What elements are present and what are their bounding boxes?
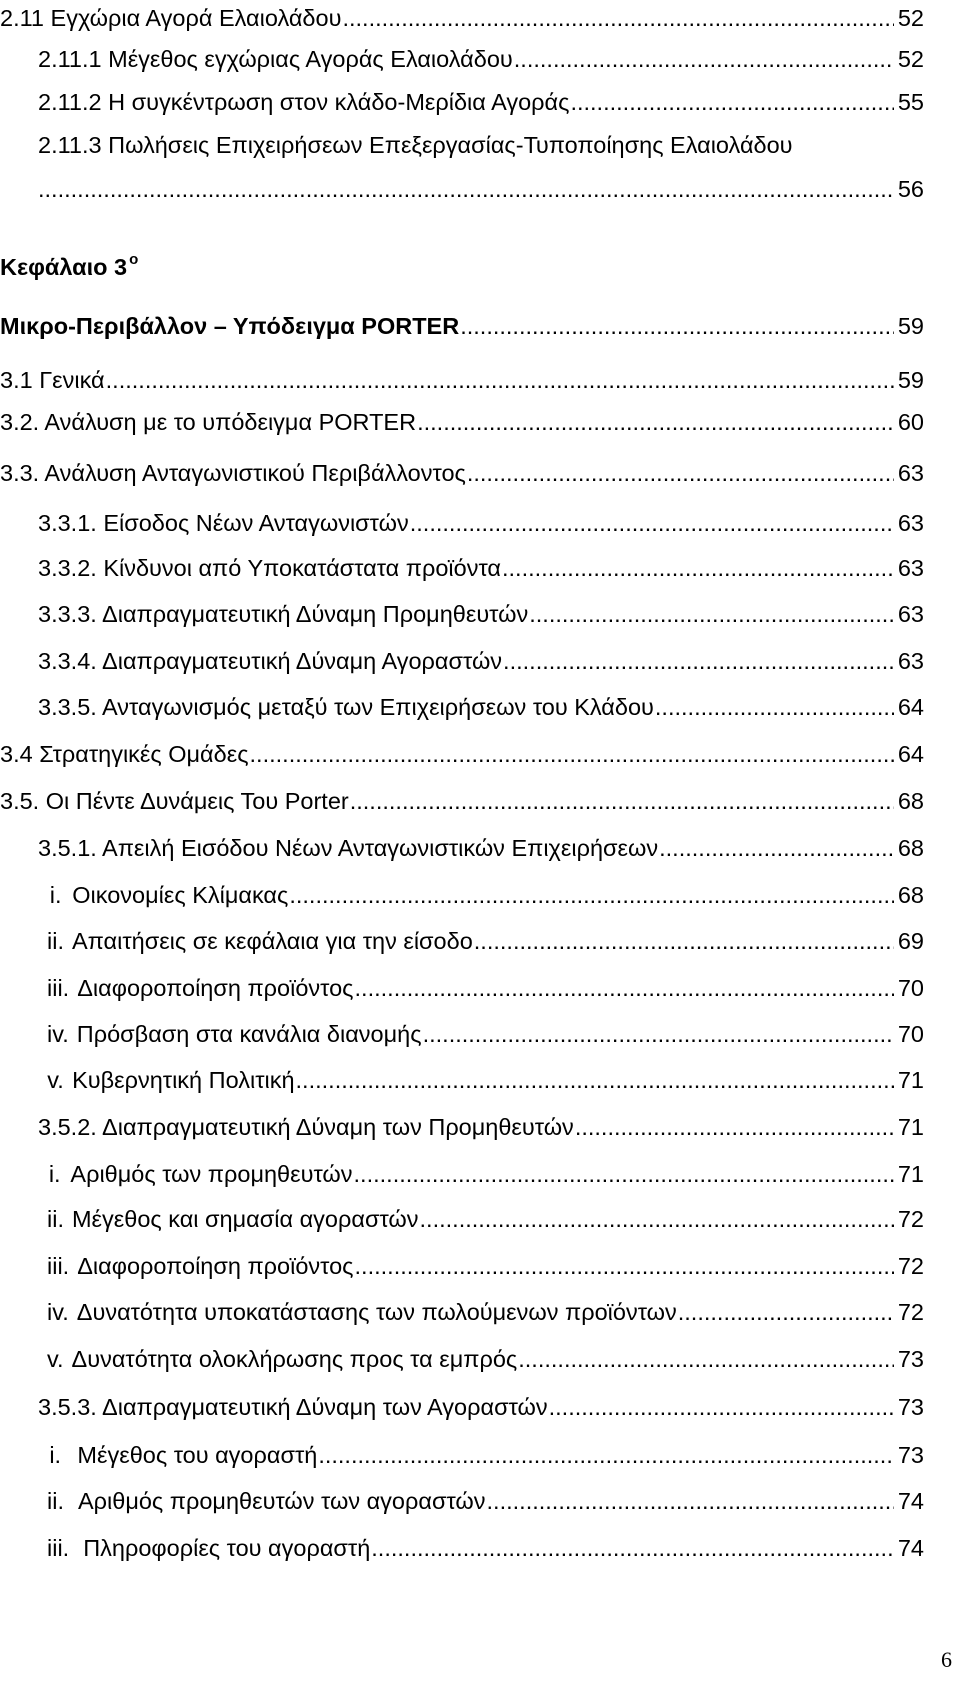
toc-entry-title: Δυνατότητα υποκατάστασης των πωλούμενων προϊόντων [76, 1299, 677, 1325]
toc-entry-title: Μέγεθος του αγοραστή [77, 1442, 318, 1468]
toc-entry-page: 68 [897, 882, 924, 908]
toc-entry[interactable] [0, 404, 924, 440]
toc-entry[interactable] [38, 596, 924, 632]
toc-entry-page: 70 [897, 975, 924, 1001]
toc-entry[interactable] [38, 643, 924, 679]
toc-entry[interactable] [47, 923, 924, 959]
toc-entry-page: 73 [897, 1346, 924, 1372]
toc-entry[interactable] [47, 1294, 924, 1330]
toc-entry-page: 59 [897, 367, 924, 393]
toc-entry-title: Πρόσβαση στα κανάλια διανομής [76, 1021, 422, 1047]
toc-leader-dots [371, 1530, 894, 1566]
toc-entry[interactable] [47, 1341, 924, 1377]
toc-entry[interactable] [0, 783, 924, 819]
toc-entry-page: 56 [897, 176, 924, 202]
toc-entry[interactable] [0, 308, 924, 344]
toc-entry-page: 74 [897, 1535, 924, 1561]
toc-entry-page: 64 [897, 694, 924, 720]
toc-entry[interactable] [38, 550, 924, 586]
toc-entry-number: ii. [47, 1206, 64, 1232]
toc-entry[interactable] [47, 1248, 924, 1284]
toc-entry-page: 73 [897, 1394, 924, 1420]
toc-entry[interactable] [38, 84, 924, 120]
toc-leader-dots [250, 736, 894, 772]
toc-entry-title: 3.2. Ανάλυση με το υπόδειγμα PORTER [0, 409, 417, 435]
toc-entry[interactable] [0, 362, 924, 398]
toc-entry-title: 2.11 Εγχώρια Αγορά Ελαιολάδου [0, 5, 342, 31]
toc-leader-dots [289, 877, 894, 913]
toc-entry-page: 63 [897, 648, 924, 674]
toc-leader-dots [420, 1201, 894, 1237]
toc-leader-dots [503, 643, 894, 679]
toc-entry-number: v. [47, 1067, 64, 1093]
toc-entry-page: 60 [897, 409, 924, 435]
toc-entry-number: i. [49, 1442, 62, 1468]
toc-leader-dots [106, 362, 894, 398]
toc-entry-number: i. [48, 1161, 61, 1187]
toc-entry[interactable] [38, 689, 924, 725]
toc-entry-page: 70 [897, 1021, 924, 1047]
toc-leader-dots [549, 1389, 894, 1425]
toc-entry-page: 52 [897, 46, 924, 72]
toc-entry-title: Αριθμός προμηθευτών των αγοραστών [77, 1488, 486, 1514]
toc-entry[interactable] [47, 1062, 924, 1098]
toc-entry-number: ii. [47, 928, 64, 954]
toc-leader-dots [342, 0, 893, 36]
toc-entry[interactable] [38, 127, 924, 207]
toc-entry-page: 63 [897, 601, 924, 627]
toc-leader-dots [410, 505, 894, 541]
toc-entry-page: 64 [897, 741, 924, 767]
toc-entry-number: iv. [47, 1299, 69, 1325]
toc-entry-number: iv. [47, 1021, 69, 1047]
toc-entry-title: 3.3.3. Διαπραγματευτική Δύναμη Προμηθευτών [38, 601, 529, 627]
toc-entry-title: Οικονομίες Κλίμακας [72, 882, 289, 908]
toc-entry-page: 63 [897, 555, 924, 581]
toc-entry[interactable] [47, 1016, 924, 1052]
toc-entry-title: Διαφοροποίηση προϊόντος [77, 975, 354, 1001]
toc-leader-dots [659, 830, 894, 866]
chapter-heading [0, 249, 138, 285]
toc-entry-title: 3.3.2. Κίνδυνοι από Υποκατάστατα προϊόντα [38, 555, 501, 581]
toc-entry[interactable] [47, 1201, 924, 1237]
toc-leader-dots [417, 404, 894, 440]
toc-entry-page: 71 [897, 1161, 924, 1187]
toc-leader-dots [350, 783, 894, 819]
toc-entry[interactable] [0, 736, 924, 772]
toc-leader-dots [296, 1062, 894, 1098]
toc-entry-title: 2.11.1 Μέγεθος εγχώριας Αγοράς Ελαιολάδου [38, 46, 513, 72]
toc-entry-title: Κυβερνητική Πολιτική [72, 1067, 295, 1093]
toc-entry[interactable] [38, 505, 924, 541]
toc-entry-page: 72 [897, 1253, 924, 1279]
toc-entry-title: 3.5.3. Διαπραγματευτική Δύναμη των Αγοραστών [38, 1394, 548, 1420]
toc-entry-page: 71 [897, 1067, 924, 1093]
toc-leader-dots [460, 308, 894, 344]
toc-entry-number: iii. [47, 1535, 70, 1561]
toc-entry-page: 63 [897, 510, 924, 536]
toc-leader-dots [678, 1294, 894, 1330]
toc-entry-title: Μικρο-Περιβάλλον – Υπόδειγμα PORTER [0, 313, 460, 339]
toc-entry-page: 63 [897, 460, 924, 486]
toc-entry-page: 69 [897, 928, 924, 954]
toc-entry-title: Μέγεθος και σημασία αγοραστών [71, 1206, 419, 1232]
toc-entry-title: Αριθμός των προμηθευτών [70, 1161, 353, 1187]
toc-entry-title: 3.1 Γενικά [0, 367, 105, 393]
page-number: 6 [941, 1647, 952, 1672]
toc-entry-title: 3.5.1. Απειλή Εισόδου Νέων Ανταγωνιστικών Επιχειρήσεων [38, 835, 659, 861]
chapter-ordinal-sup: ο [129, 251, 139, 268]
toc-leader-dots [487, 1483, 894, 1519]
toc-entry[interactable] [38, 1389, 924, 1425]
toc-entry-page: 72 [897, 1206, 924, 1232]
toc-entry-page: 74 [897, 1488, 924, 1514]
toc-entry-page: 73 [897, 1442, 924, 1468]
toc-leader-dots [467, 455, 894, 491]
toc-entry[interactable] [47, 970, 924, 1006]
toc-leader-dots [514, 41, 894, 77]
toc-entry-number: ii. [47, 1488, 64, 1514]
toc-entry-page: 55 [897, 89, 924, 115]
toc-entry[interactable] [0, 455, 924, 491]
toc-entry-number: iii. [47, 975, 70, 1001]
toc-entry-title: 3.3. Ανάλυση Ανταγωνιστικού Περιβάλλοντος [0, 460, 466, 486]
toc-leader-dots [355, 1248, 894, 1284]
toc-leader-dots [655, 689, 894, 725]
toc-leader-dots [354, 1156, 894, 1192]
toc-entry-title: 3.4 Στρατηγικές Ομάδες [0, 741, 249, 767]
toc-entry-page: 72 [897, 1299, 924, 1325]
toc-entry-page: 71 [897, 1114, 924, 1140]
toc-entry-title: 2.11.3 Πωλήσεις Επιχειρήσεων Επεξεργασίας-Τυποποίησης Ελαιολάδου [38, 132, 793, 158]
toc-entry-title: 3.5. Οι Πέντε Δυνάμεις Του Porter [0, 788, 349, 814]
chapter-label: Κεφάλαιο 3 [0, 254, 128, 280]
toc-entry-page: 68 [897, 788, 924, 814]
toc-entry-title: 3.3.4. Διαπραγματευτική Δύναμη Αγοραστών [38, 648, 503, 674]
toc-entry-title: 3.3.1. Είσοδος Νέων Ανταγωνιστών [38, 510, 409, 536]
toc-entry-page: 52 [897, 5, 924, 31]
toc-entry-number: v. [47, 1346, 64, 1372]
toc-entry-title: 3.5.2. Διαπραγματευτική Δύναμη των Προμηθευτών [38, 1114, 574, 1140]
toc-leader-dots [575, 1109, 894, 1145]
toc-entry[interactable] [0, 0, 924, 36]
toc-entry[interactable] [47, 1530, 924, 1566]
toc-entry[interactable] [47, 1437, 924, 1473]
toc-entry-page: 59 [897, 313, 924, 339]
toc-leader-dots [423, 1016, 894, 1052]
toc-entry-number: iii. [47, 1253, 70, 1279]
toc-entry-continuation [38, 171, 924, 207]
toc-entry-title: Δυνατότητα ολοκλήρωσης προς τα εμπρός [71, 1346, 518, 1372]
toc-entry-title: 3.3.5. Ανταγωνισμός μεταξύ των Επιχειρήσεων του Κλάδου [38, 694, 654, 720]
toc-entry[interactable] [38, 41, 924, 77]
toc-leader-dots [570, 84, 893, 120]
toc-entry-number: i. [49, 882, 62, 908]
toc-leader-dots [38, 171, 894, 207]
toc-leader-dots [502, 550, 894, 586]
toc-entry-title: Πληροφορίες του αγοραστή [83, 1535, 371, 1561]
toc-leader-dots [529, 596, 894, 632]
toc-leader-dots [474, 923, 894, 959]
toc-entry-page: 68 [897, 835, 924, 861]
toc-leader-dots [518, 1341, 894, 1377]
toc-entry[interactable] [47, 877, 924, 913]
toc-leader-dots [318, 1437, 894, 1473]
toc-entry-title: Απαιτήσεις σε κεφάλαια για την είσοδο [71, 928, 473, 954]
toc-leader-dots [355, 970, 894, 1006]
toc-entry[interactable] [38, 1109, 924, 1145]
toc-entry[interactable] [47, 1156, 924, 1192]
toc-entry[interactable] [47, 1483, 924, 1519]
toc-entry-title: Διαφοροποίηση προϊόντος [77, 1253, 354, 1279]
toc-entry[interactable] [38, 830, 924, 866]
toc-entry-title: 2.11.2 Η συγκέντρωση στον κλάδο-Μερίδια Αγοράς [38, 89, 570, 115]
